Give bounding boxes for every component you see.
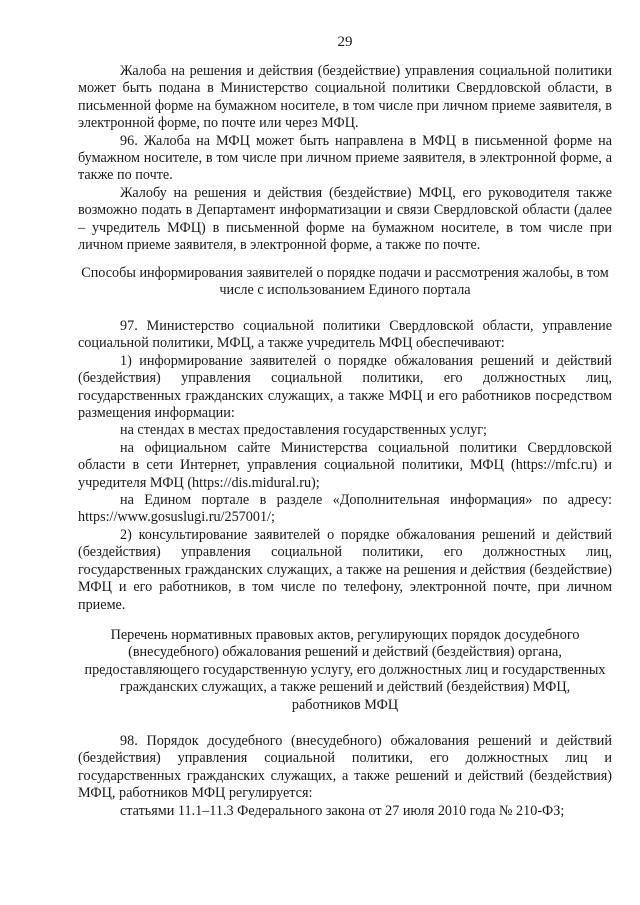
subitem-unified-portal: на Едином портале в разделе «Дополнительная информация» по адресу: https://www.gosuslugi.ru/257001/; bbox=[78, 492, 612, 526]
complaints-section bbox=[78, 63, 612, 254]
heading-informing-methods: Способы информирования заявителей о порядке подачи и рассмотрения жалобы, в том числе с использованием Единого портала bbox=[81, 265, 609, 299]
acts-section bbox=[78, 733, 612, 820]
page-number: 29 bbox=[337, 34, 353, 50]
item-1-informing: 1) информирование заявителей о порядке обжалования решений и действий (бездействия) управления социальной политики, его должностных лиц, государственных гражданских служащих, а также МФЦ и его работников посредством размещения информации: bbox=[78, 352, 612, 422]
item-2-consulting: 2) консультирование заявителей о порядке обжалования решений и действий (бездействия) управления социальной политики, его должностных лиц, государственных гражданских служащих, а также на решения и действия (бездействие) МФЦ и его работников, в том числе по телефону, электронной почте, при личном приеме. bbox=[78, 526, 612, 613]
paragraph-98: 98. Порядок досудебного (внесудебного) обжалования решений и действий (бездействия) управления социальной политики, его должностных лиц и государственных гражданских служащих, а также решений и действий (бездействия) МФЦ, работников МФЦ регулируется: bbox=[78, 733, 612, 802]
subitem-official-sites: на официальном сайте Министерства социальной политики Свердловской области в сети Интернет, управления социальной политики, МФЦ (https://mfc.ru) и учредителя МФЦ (https://dis.midural.ru); bbox=[78, 439, 612, 491]
paragraph-97: 97. Министерство социальной политики Свердловской области, управление социальной политики, МФЦ, а также учредитель МФЦ обеспечивают: bbox=[78, 318, 612, 352]
paragraph-complaint-founder: Жалобу на решения и действия (бездействие) МФЦ, его руководителя также возможно подать в Департамент информатизации и связи Свердловской области (далее – учредитель МФЦ) в письменной форме на бумажном носителе, в том числе при личном приеме заявителя, в электронной форме, а также по почте. bbox=[78, 184, 612, 254]
law-reference: статьями 11.1–11.3 Федерального закона от 27 июля 2010 года № 210-ФЗ; bbox=[120, 802, 565, 819]
paragraph-complaint-ministry: Жалоба на решения и действия (бездействие) управления социальной политики может быть подана в Министерство социальной политики Свердловской области, в письменной форме на бумажном носителе, в том числе при личном приеме заявителя, в электронной форме, по почте или через МФЦ. bbox=[78, 63, 612, 132]
heading-normative-acts: Перечень нормативных правовых актов, регулирующих порядок досудебного (внесудебного) обжалования решений и действий (бездействия) органа, предоставляющего государственную услугу, его должностных лиц и государственных гражданских служащих, а также решений и действий (бездействия) МФЦ, работников МФЦ bbox=[84, 627, 606, 713]
subitem-stands: на стендах в местах предоставления государственных услуг; bbox=[120, 422, 487, 439]
paragraph-96: 96. Жалоба на МФЦ может быть направлена в МФЦ в письменной форме на бумажном носителе, в том числе при личном приеме заявителя, в электронной форме, а также по почте. bbox=[78, 132, 612, 184]
informing-section bbox=[78, 318, 612, 614]
